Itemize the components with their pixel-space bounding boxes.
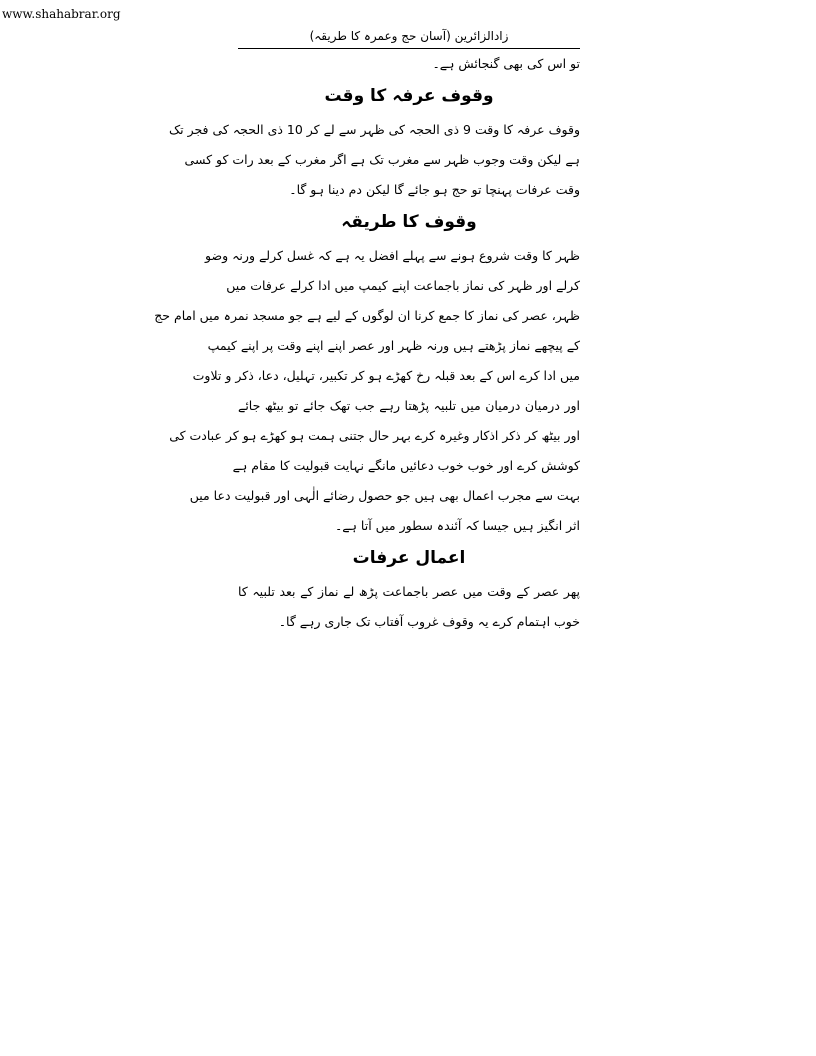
paragraph-waqoof-time [168,115,580,205]
text-line: ظہر، عصر کی نماز کا جمع کرنا ان لوگوں کے لیے ہے جو مسجد نمرہ میں امام حج [154,308,580,323]
text-line: ہے لیکن وقت وجوب ظہر سے مغرب تک ہے اگر مغرب کے بعد رات کو کسی [184,152,580,167]
heading-arafat-deeds: اعمال عرفات [352,548,466,568]
website-watermark: www.shahabrar.org [2,7,121,21]
text-line: میں ادا کرے اس کے بعد قبلہ رخ کھڑے ہو کر تکبیر، تہلیل، دعا، ذکر و تلاوت [192,368,580,383]
text-line: کے پیچھے نماز پڑھتے ہیں ورنہ ظہر اور عصر اپنے اپنے وقت پر اپنے کیمپ [207,338,580,353]
carry-over-line: تو اس کی بھی گنجائش ہے۔ [432,56,580,71]
text-line: خوب اہتمام کرے یہ وقوف غروب آفتاب تک جاری رہے گا۔ [278,614,580,629]
text-line: وقت عرفات پہنچا تو حج ہو جائے گا لیکن دم دینا ہو گا۔ [289,182,580,197]
text-line: وقوف عرفہ کا وقت 9 ذی الحجہ کی ظہر سے لے کر 10 ذی الحجہ کی فجر تک [168,122,580,137]
text-line: اور درمیان درمیان میں تلبیہ پڑھتا رہے جب تھک جائے تو بیٹھ جائے [238,398,580,413]
heading-waqoof-time: وقوف عرفہ کا وقت [324,86,494,106]
text-line: کوشش کرے اور خوب خوب دعائیں مانگے نہایت قبولیت کا مقام ہے [232,458,580,473]
heading-waqoof-method: وقوف کا طریقہ [341,212,477,232]
paragraph-waqoof-method [154,241,580,541]
text-line: کرلے اور ظہر کی نماز باجماعت اپنے کیمپ میں ادا کرلے عرفات میں [226,278,580,293]
text-line: بہت سے مجرب اعمال بھی ہیں جو حصول رضائے الٰہی اور قبولیت دعا میں [189,488,580,503]
text-line: پھر عصر کے وقت میں عصر باجماعت پڑھ لے نماز کے بعد تلبیہ کا [238,584,580,599]
text-line: ظہر کا وقت شروع ہونے سے پہلے افضل یہ ہے کہ غسل کرلے ورنہ وضو [205,248,580,263]
book-page [154,26,580,637]
text-line: اور بیٹھ کر ذکر اذکار وغیرہ کرے بہر حال جتنی ہمت ہو کھڑے ہو کر عبادت کی [169,428,580,443]
text-line: اثر انگیز ہیں جیسا کہ آئندہ سطور میں آتا ہے۔ [334,518,580,533]
paragraph-arafat-deeds [238,577,580,637]
running-head: زادالزائرین (آسان حج وعمرہ کا طریقہ) [238,26,580,49]
